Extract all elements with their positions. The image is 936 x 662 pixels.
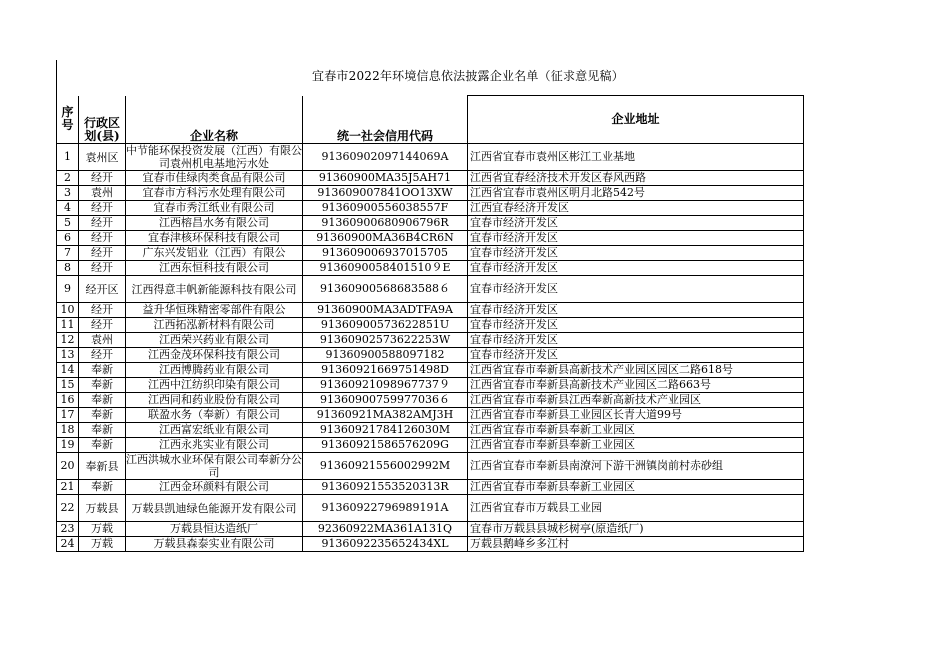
row-address: 宜春市经济开发区 — [468, 318, 804, 333]
row-code: 91360902097144069A — [303, 144, 468, 171]
row-district: 奉新 — [79, 363, 126, 378]
table-row — [57, 276, 804, 303]
row-code: 92360922MA361A131Q — [303, 522, 468, 537]
row-address: 宜春市经济开发区 — [468, 333, 804, 348]
table-row — [57, 480, 804, 495]
row-district: 经开 — [79, 303, 126, 318]
row-name: 江西中江纺织印染有限公司 — [126, 378, 303, 393]
row-seq: 7 — [57, 246, 79, 261]
row-address: 江西省宜春市袁州区明月北路542号 — [468, 186, 804, 201]
row-district: 经开 — [79, 261, 126, 276]
row-code: 91360921MA382AMJ3H — [303, 408, 468, 423]
row-district: 袁州 — [79, 186, 126, 201]
row-district: 奉新 — [79, 393, 126, 408]
row-seq: 14 — [57, 363, 79, 378]
table-row — [57, 537, 804, 552]
row-code: 91360900759977036６ — [303, 393, 468, 408]
row-code: 91360900MA3ADTFA9A — [303, 303, 468, 318]
row-code: 913609007841OO13XW — [303, 186, 468, 201]
table-row — [57, 186, 804, 201]
row-name: 江西洪城水业环保有限公司奉新分公司 — [126, 453, 302, 479]
header-code: 统一社会信用代码 — [303, 96, 468, 144]
row-name: 万载县恒达造纸厂 — [126, 522, 303, 537]
row-district: 奉新县 — [79, 453, 126, 480]
row-name: 宜春市佳绿肉类食品有限公司 — [126, 171, 303, 186]
row-code: 91360921669751498D — [303, 363, 468, 378]
row-seq: 17 — [57, 408, 79, 423]
row-name: 江西博腾药业有限公司 — [126, 363, 303, 378]
table-row — [57, 438, 804, 453]
row-address: 江西宜春经济开发区 — [468, 201, 804, 216]
row-district: 万载 — [79, 537, 126, 552]
row-name: 宜春市秀江纸业有限公司 — [126, 201, 303, 216]
row-seq: 22 — [57, 495, 79, 522]
row-address: 宜春市经济开发区 — [468, 231, 804, 246]
row-address: 江西省宜春市奉新县高新技术产业园区二路663号 — [468, 378, 804, 393]
table-row — [57, 261, 804, 276]
row-district: 经开 — [79, 201, 126, 216]
row-code: 91360922796989191A — [303, 495, 468, 522]
row-code: 91360921556002992M — [303, 453, 468, 480]
row-seq: 12 — [57, 333, 79, 348]
row-seq: 18 — [57, 423, 79, 438]
table-row — [57, 201, 804, 216]
table-row — [57, 453, 804, 480]
row-seq: 20 — [57, 453, 79, 480]
row-address: 江西省宜春经济技术开发区春风西路 — [468, 171, 804, 186]
row-name: 中节能环保投资发展（江西）有限公司袁州机电基地污水处 — [126, 144, 302, 170]
row-seq: 10 — [57, 303, 79, 318]
row-code: 91360921553520313R — [303, 480, 468, 495]
table-row — [57, 363, 804, 378]
table-row — [57, 333, 804, 348]
row-address: 江西省宜春市奉新县奉新工业园区 — [468, 438, 804, 453]
table-row — [57, 522, 804, 537]
row-name: 江西永兆实业有限公司 — [126, 438, 303, 453]
row-district: 经开区 — [79, 276, 126, 303]
table-row — [57, 393, 804, 408]
row-code: 91360900680906796R — [303, 216, 468, 231]
row-code: 91360921784126030M — [303, 423, 468, 438]
row-seq: 19 — [57, 438, 79, 453]
table-row — [57, 408, 804, 423]
row-name: 万载县凯迪绿色能源开发有限公司 — [126, 495, 303, 522]
row-address: 宜春市经济开发区 — [468, 261, 804, 276]
table-row — [57, 495, 804, 522]
row-address: 宜春市万载县县城杉树亭(原造纸厂) — [468, 522, 804, 537]
row-code: 91360921586576209G — [303, 438, 468, 453]
row-name: 江西富宏纸业有限公司 — [126, 423, 303, 438]
row-district: 奉新 — [79, 480, 126, 495]
header-seq: 序号 — [57, 96, 79, 144]
header-district: 行政区划(县) — [79, 96, 126, 144]
row-address: 江西省宜春市奉新县南潦河下游干洲镇岗前村赤砂组 — [468, 453, 804, 480]
row-name: 江西东恒科技有限公司 — [126, 261, 303, 276]
row-district: 经开 — [79, 231, 126, 246]
row-name: 江西金环颜料有限公司 — [126, 480, 303, 495]
row-district: 经开 — [79, 348, 126, 363]
row-seq: 1 — [57, 144, 79, 171]
row-code: 913609006937015705 — [303, 246, 468, 261]
row-address: 宜春市经济开发区 — [468, 216, 804, 231]
row-seq: 21 — [57, 480, 79, 495]
table-row — [57, 318, 804, 333]
table-row — [57, 144, 804, 171]
row-name: 江西拓泓新材料有限公司 — [126, 318, 303, 333]
table-row — [57, 246, 804, 261]
row-name: 联盈水务（奉新）有限公司 — [126, 408, 303, 423]
row-code: 91360900MA35J5AH71 — [303, 171, 468, 186]
row-seq: 3 — [57, 186, 79, 201]
row-address: 江西省宜春市奉新县工业园区长青大道99号 — [468, 408, 804, 423]
row-district: 万载 — [79, 522, 126, 537]
row-code: 91360902573622253W — [303, 333, 468, 348]
row-seq: 4 — [57, 201, 79, 216]
row-district: 万载县 — [79, 495, 126, 522]
row-seq: 13 — [57, 348, 79, 363]
row-seq: 16 — [57, 393, 79, 408]
row-seq: 6 — [57, 231, 79, 246]
row-seq: 23 — [57, 522, 79, 537]
row-code: 91360900568683588６ — [303, 276, 468, 303]
row-seq: 9 — [57, 276, 79, 303]
table-row — [57, 423, 804, 438]
row-district: 袁州 — [79, 333, 126, 348]
table-row — [57, 348, 804, 363]
row-address: 江西省宜春市万载县工业园 — [468, 495, 804, 522]
row-code: 91360900573622851U — [303, 318, 468, 333]
table-header-row — [57, 96, 804, 144]
table-row — [57, 378, 804, 393]
table-row — [57, 303, 804, 318]
header-name: 企业名称 — [126, 96, 303, 144]
row-name: 江西同和药业股份有限公司 — [126, 393, 303, 408]
row-district: 奉新 — [79, 408, 126, 423]
row-code: 9136090058401510９E — [303, 261, 468, 276]
enterprise-table — [56, 95, 804, 552]
table-row — [57, 171, 804, 186]
row-address: 江西省宜春市奉新县奉新工业园区 — [468, 423, 804, 438]
row-address: 江西省宜春市袁州区彬江工业基地 — [468, 144, 804, 171]
row-name: 江西荣兴药业有限公司 — [126, 333, 303, 348]
row-seq: 15 — [57, 378, 79, 393]
row-address: 宜春市经济开发区 — [468, 276, 804, 303]
row-address: 宜春市经济开发区 — [468, 303, 804, 318]
table-row — [57, 231, 804, 246]
row-district: 经开 — [79, 246, 126, 261]
row-address: 江西省宜春市奉新县奉新工业园区 — [468, 480, 804, 495]
table-row — [57, 216, 804, 231]
row-name: 宜春市方科污水处理有限公司 — [126, 186, 303, 201]
row-district: 经开 — [79, 171, 126, 186]
row-name: 广东兴发铝业（江西）有限公 — [126, 246, 303, 261]
row-district: 袁州区 — [79, 144, 126, 171]
row-seq: 8 — [57, 261, 79, 276]
row-district: 奉新 — [79, 438, 126, 453]
row-code: 91360900588097182 — [303, 348, 468, 363]
row-code: 91360900MA36B4CR6N — [303, 231, 468, 246]
row-address: 宜春市经济开发区 — [468, 348, 804, 363]
header-address: 企业地址 — [468, 96, 804, 144]
row-name: 宜春津核环保科技有限公司 — [126, 231, 303, 246]
row-code: 9136092235652434XL — [303, 537, 468, 552]
row-district: 奉新 — [79, 378, 126, 393]
row-address: 宜春市经济开发区 — [468, 246, 804, 261]
row-seq: 2 — [57, 171, 79, 186]
row-code: 91360921098967737９ — [303, 378, 468, 393]
row-code: 91360900556038557F — [303, 201, 468, 216]
row-name: 万载县森泰实业有限公司 — [126, 537, 303, 552]
row-seq: 5 — [57, 216, 79, 231]
row-address: 江西省宜春市奉新县高新技术产业园区园区二路618号 — [468, 363, 804, 378]
row-name: 江西金茂环保科技有限公司 — [126, 348, 303, 363]
row-district: 奉新 — [79, 423, 126, 438]
row-seq: 11 — [57, 318, 79, 333]
row-name: 江西榕昌水务有限公司 — [126, 216, 303, 231]
row-seq: 24 — [57, 537, 79, 552]
table-body — [57, 144, 804, 552]
row-address: 江西省宜春市奉新县江西奉新高新技术产业园区 — [468, 393, 804, 408]
row-district: 经开 — [79, 318, 126, 333]
row-address: 万载县鹅峰乡多江村 — [468, 537, 804, 552]
row-district: 经开 — [79, 216, 126, 231]
page-title: 宜春市2022年环境信息依法披露企业名单（征求意见稿） — [312, 69, 624, 83]
row-name: 益升华恒珠精密零部件有限公 — [126, 303, 303, 318]
row-name: 江西得意丰帆新能源科技有限公司 — [126, 276, 303, 303]
